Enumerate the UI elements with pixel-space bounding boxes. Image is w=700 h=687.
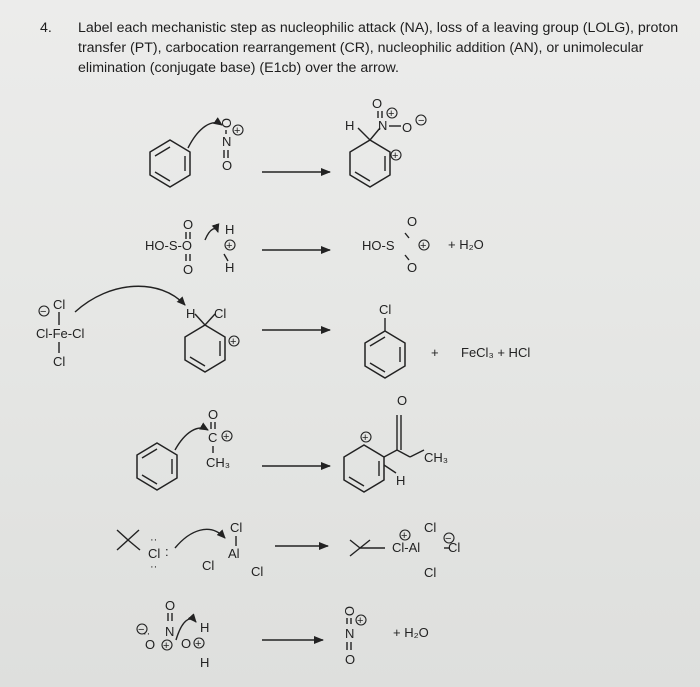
svg-text:O: O: [145, 637, 156, 652]
svg-text:O: O: [402, 120, 413, 135]
svg-text:−: −: [138, 624, 145, 636]
svg-text:Cl: Cl: [53, 354, 66, 369]
svg-text:C: C: [208, 430, 218, 445]
svg-text:O: O: [219, 118, 234, 129]
svg-text:−: −: [40, 306, 47, 318]
svg-text:+: +: [195, 638, 202, 650]
svg-text:+: +: [230, 336, 237, 348]
row-6-reactant: [137, 598, 209, 670]
question-number: 4.: [40, 20, 52, 36]
svg-text:O: O: [397, 393, 408, 408]
row-3-reactants: [36, 286, 239, 372]
svg-text:Cl: Cl: [214, 306, 227, 321]
curly-arrow: [188, 123, 222, 148]
svg-text:Cl: Cl: [379, 302, 392, 317]
svg-text:N: N: [378, 118, 388, 133]
svg-text:+: +: [388, 108, 395, 120]
svg-text:Cl: Cl: [448, 540, 461, 555]
svg-text:+: +: [420, 240, 427, 252]
svg-text:Cl-Al: Cl-Al: [392, 540, 421, 555]
svg-text:··: ··: [150, 561, 158, 573]
svg-text:HO-S-O: HO-S-O: [145, 238, 192, 253]
svg-text:+: +: [401, 530, 408, 542]
svg-text:O: O: [342, 606, 357, 617]
svg-text:Cl: Cl: [424, 565, 437, 580]
row-1-product: [345, 96, 426, 187]
svg-text:H: H: [200, 620, 210, 635]
row-2-reactant: [145, 217, 235, 277]
svg-text:O: O: [222, 158, 233, 173]
svg-text:O: O: [208, 407, 219, 422]
row-2-product: [362, 214, 484, 275]
svg-text:O: O: [181, 636, 192, 651]
row-1-reactants: [150, 118, 243, 187]
svg-text:FeCl₃ + HCl: FeCl₃ + HCl: [461, 345, 531, 360]
svg-text:O: O: [183, 262, 194, 277]
svg-text:N: N: [165, 624, 175, 639]
question-text: Label each mechanistic step as nucleophilic attack (NA), loss of a leaving group (LOLG), proton transfer (PT), carbocation rearrangement (CR), nucleophilic addition (AN), or unimolecular elimination (conjugate base) (E1cb) over the arrow.: [78, 20, 679, 76]
svg-text:O: O: [407, 214, 418, 229]
svg-text:H: H: [200, 655, 210, 670]
svg-text:+: +: [163, 640, 170, 652]
row-5-reactants: [117, 520, 263, 579]
svg-text:HO-S: HO-S: [362, 238, 395, 253]
row-5-product: [350, 520, 460, 580]
row-6-product: [342, 606, 429, 667]
svg-text:CH₃: CH₃: [206, 455, 231, 470]
svg-text:+: +: [234, 125, 241, 137]
curly-arrow: [205, 229, 218, 240]
svg-text:−: −: [445, 533, 452, 545]
row-4-product: [344, 393, 448, 492]
svg-text:N: N: [222, 134, 232, 149]
row-4-reactants: [137, 407, 232, 490]
svg-text:H: H: [345, 118, 355, 133]
svg-text:+ H₂O: + H₂O: [448, 237, 484, 252]
svg-text:Cl: Cl: [230, 520, 243, 535]
benzene-ring: [150, 140, 190, 187]
svg-text:Al: Al: [228, 546, 240, 561]
svg-text:Cl: Cl: [53, 297, 66, 312]
row-3-products: [365, 302, 530, 378]
tetrachloroferrate: [36, 297, 84, 369]
svg-text:−: −: [418, 115, 425, 127]
curly-arrow: [175, 428, 208, 450]
svg-text::: :: [165, 544, 169, 559]
svg-text:··: ··: [150, 534, 158, 546]
svg-text:Cl: Cl: [202, 558, 215, 573]
svg-text:+ H₂O: + H₂O: [393, 625, 429, 640]
svg-text:CH₃: CH₃: [424, 450, 449, 465]
svg-text:+: +: [226, 240, 233, 252]
svg-text:H: H: [225, 222, 235, 237]
svg-text:N: N: [345, 626, 355, 641]
svg-text:+: +: [223, 431, 230, 443]
svg-text:+: +: [431, 345, 439, 360]
svg-text:+: +: [362, 432, 369, 444]
svg-text:··: ··: [143, 628, 151, 640]
arenium-ion: [185, 306, 239, 372]
svg-text:H: H: [186, 306, 196, 321]
svg-text:Cl-Fe-Cl: Cl-Fe-Cl: [36, 326, 85, 341]
svg-text:Cl: Cl: [148, 546, 161, 561]
svg-text:+: +: [357, 615, 364, 627]
svg-text:O: O: [372, 96, 383, 111]
svg-text:O: O: [345, 652, 356, 667]
svg-text:H: H: [225, 260, 235, 275]
nitronium-ion: [219, 118, 243, 173]
svg-text:+: +: [392, 150, 399, 162]
svg-text:Cl: Cl: [251, 564, 264, 579]
svg-text:O: O: [407, 260, 418, 275]
svg-text:H: H: [396, 473, 406, 488]
curly-arrow: [75, 286, 185, 312]
svg-text:Cl: Cl: [424, 520, 437, 535]
curly-arrow: [175, 529, 225, 548]
svg-text:O: O: [165, 598, 176, 613]
svg-text:O: O: [183, 217, 194, 232]
